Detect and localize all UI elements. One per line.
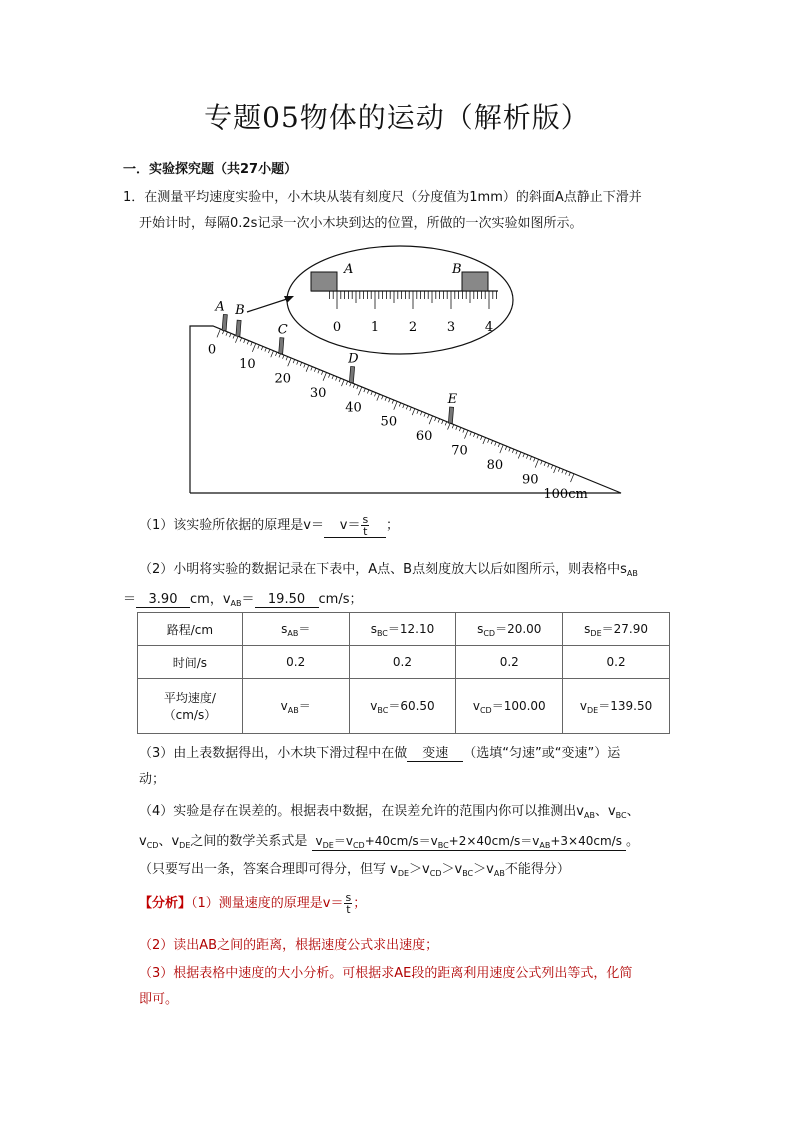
analysis-line-3: （3）根据表格中速度的大小分析。可根据求AE段的距离利用速度公式列出等式，化简	[139, 966, 633, 981]
fraction-s-over-t: $\frac{s}{t}$	[362, 513, 369, 538]
incline-tick	[417, 410, 419, 414]
part-3-line-1: （3）由上表数据得出，小木块下滑过程中在做 变速 （选填“匀速”或“变速”）运	[139, 742, 620, 762]
incline-tick	[385, 397, 387, 401]
incline-tick	[477, 435, 479, 439]
incline-tick	[271, 351, 274, 357]
incline-tick	[371, 391, 373, 395]
incline-tick	[247, 341, 249, 345]
incline-tick	[429, 416, 432, 424]
position-marker	[279, 338, 284, 354]
table-cell: 0.2	[563, 646, 670, 679]
incline-tick	[459, 427, 461, 431]
incline-tick	[244, 339, 246, 343]
incline-tick	[518, 452, 521, 458]
block-b-zoom	[462, 272, 488, 291]
analysis-line-1: 【分析】（1）测量速度的原理是v＝ $\frac{s}{t}$ ；	[139, 891, 367, 916]
incline-tick	[382, 396, 384, 400]
incline-tick	[314, 368, 316, 372]
table-row-label: 路程/cm	[138, 613, 243, 646]
incline-tick	[300, 362, 302, 366]
incline-tick	[473, 433, 475, 437]
zoom-label-a: A	[344, 262, 354, 277]
incline-tick	[339, 378, 341, 382]
incline-tick-label: 90	[521, 472, 539, 488]
answer-motion-type: 变速	[407, 742, 463, 762]
answer-relation: $v_{DE}=v_{CD}+40cm/s=v_{BC}+2\times 40cm/s=v_{AB}+3\times 40cm/s$	[312, 832, 626, 851]
incline-ruler-labels	[208, 342, 588, 502]
table-cell: $v_{BC}=60.50$	[349, 679, 456, 734]
analysis-line-2: （2）读出AB之间的距离，根据速度公式求出速度；	[139, 938, 439, 953]
incline-tick	[523, 453, 525, 457]
part-4-line-3: （只要写出一条，答案合理即可得分，但写 $v_{DE}>v_{CD}>v_{BC}>v_{AB}$不能得分）	[139, 862, 570, 878]
incline-tick	[412, 409, 415, 415]
incline-tick-label: 100cm	[543, 487, 588, 503]
incline-tick	[435, 417, 437, 421]
table-cell: 0.2	[349, 646, 456, 679]
table-cell: 0.2	[456, 646, 563, 679]
table-row-label: 时间/s	[138, 646, 243, 679]
incline-tick-label: 40	[345, 400, 362, 416]
table-cell: 0.2	[242, 646, 349, 679]
incline-tick	[488, 439, 490, 443]
incline-ruler-ticks	[217, 329, 574, 482]
incline-tick	[534, 458, 536, 462]
incline-tick	[226, 332, 228, 336]
incline-tick	[535, 459, 538, 467]
incline-tick	[406, 406, 408, 410]
incline-tick	[279, 354, 281, 358]
zoom-label-b: B	[452, 262, 462, 277]
incline-tick	[377, 394, 380, 400]
zoom-arrow-head	[284, 296, 294, 303]
incline-tick	[491, 440, 493, 444]
incline-tick	[498, 443, 500, 447]
incline-tick	[438, 419, 440, 423]
analysis-tag: 【分析】	[139, 896, 192, 911]
part-4-line-1: （4）实验是存在误差的。根据表中数据，在误差允许的范围内你可以推测出$v_{AB}$、$v_{BC}$、	[139, 804, 640, 820]
incline-tick	[551, 465, 553, 469]
zoom-tick-label: 3	[446, 320, 456, 335]
incline-tick	[293, 359, 295, 363]
incline-tick	[389, 398, 391, 402]
incline-tick	[311, 367, 313, 371]
incline-tick	[403, 404, 405, 408]
part-1: （1）该实验所依据的原理是v＝ v＝ $\frac{s}{t}$ ；	[139, 513, 399, 538]
incline-tick	[427, 414, 429, 418]
part-2-line-2: ＝ 3.90 cm，$v_{AB}= 19.50$ cm/s；	[123, 592, 363, 608]
incline-tick	[341, 380, 344, 386]
position-marker	[448, 407, 453, 423]
incline-tick	[483, 438, 486, 444]
incline-tick	[410, 407, 412, 411]
incline-tick	[420, 412, 422, 416]
table-row-label: 平均速度/ （cm/s）	[138, 679, 243, 734]
incline-tick	[217, 329, 220, 337]
table-cell: $s_{CD}=20.00$	[456, 613, 563, 646]
incline-tick	[516, 451, 518, 455]
table-cell: $v_{DE}=139.50$	[563, 679, 670, 734]
table-cell: $v_{AB}=$	[242, 679, 349, 734]
incline-tick	[265, 348, 267, 352]
incline-tick	[251, 342, 253, 346]
incline-tick	[336, 377, 338, 381]
incline-tick	[258, 345, 260, 349]
section-heading: 一．实验探究题（共27小题）	[123, 162, 298, 177]
incline-tick	[233, 335, 235, 339]
incline-tick	[283, 355, 285, 359]
incline-tick	[261, 346, 263, 350]
incline-tick	[364, 388, 366, 392]
incline-tick	[445, 422, 447, 426]
table-cell: $v_{CD}=100.00$	[456, 679, 563, 734]
table-cell: $s_{BC}=12.10$	[349, 613, 456, 646]
incline-tick	[495, 442, 497, 446]
incline-tick	[318, 370, 320, 374]
zoom-tick-label: 4	[484, 320, 494, 335]
part-3-line-2: 动；	[139, 772, 166, 787]
answer-sab: 3.90	[136, 592, 190, 608]
incline-tick	[374, 393, 376, 397]
incline-tick	[358, 387, 361, 395]
incline-tick	[544, 462, 546, 466]
incline-tick	[240, 338, 242, 342]
incline-triangle	[190, 326, 621, 493]
incline-tick	[367, 390, 369, 394]
incline-tick-label: 70	[451, 443, 468, 459]
incline-tick	[505, 446, 507, 450]
zoom-connector-line	[247, 298, 290, 312]
incline-tick	[275, 352, 277, 356]
incline-tick	[394, 401, 397, 409]
incline-tick	[321, 371, 323, 375]
incline-tick	[456, 426, 458, 430]
zoom-tick-label: 0	[332, 320, 342, 335]
incline-tick-label: 80	[486, 458, 504, 474]
incline-tick	[481, 436, 483, 440]
incline-tick	[346, 381, 348, 385]
incline-tick-label: 30	[309, 385, 327, 401]
incline-tick	[571, 474, 574, 482]
position-marker	[349, 367, 354, 383]
incline-tick	[328, 374, 330, 378]
incline-tick	[350, 383, 352, 387]
position-marker	[236, 320, 241, 336]
incline-tick	[558, 468, 560, 472]
table-row	[138, 679, 670, 734]
zoom-tick-label: 2	[408, 320, 418, 335]
table-row	[138, 646, 670, 679]
incline-tick	[297, 361, 299, 365]
part-4-line-2: $v_{CD}$、$v_{DE}$之间的数学关系式是 $v_{DE}=v_{CD}+40cm/s=v_{BC}+2\times 40cm/s=v_{AB}+3\times 40cm/s$ 。	[139, 834, 639, 850]
zoom-ruler-labels	[333, 320, 493, 335]
incline-tick	[541, 461, 543, 465]
part-2-line-1: （2）小明将实验的数据记录在下表中，A点、B点刻度放大以后如图所示，则表格中$s_{AB}$	[139, 562, 638, 578]
incline-tick	[286, 357, 288, 361]
incline-tick	[288, 358, 291, 366]
incline-tick-label: 0	[207, 342, 217, 358]
incline-tick	[252, 344, 255, 352]
incline-tick	[229, 333, 231, 337]
incline-tick-label: 60	[415, 429, 433, 445]
incline-tick	[442, 420, 444, 424]
position-marker-label: D	[348, 351, 359, 367]
incline-tick	[470, 432, 472, 436]
incline-tick	[424, 413, 426, 417]
position-marker	[222, 314, 227, 330]
question-1-line-2: 开始计时，每隔0.2s记录一次小木块到达的位置，所做的一次实验如图所示。	[139, 216, 583, 231]
incline-tick-label: 10	[239, 356, 256, 372]
incline-tick	[222, 330, 224, 334]
incline-tick-label: 20	[274, 371, 292, 387]
incline-tick	[509, 448, 511, 452]
incline-tick	[569, 472, 571, 476]
incline-tick	[562, 469, 564, 473]
incline-tick-label: 50	[380, 414, 398, 430]
incline-tick	[548, 464, 550, 468]
incline-tick	[323, 372, 326, 380]
incline-tick	[448, 423, 451, 429]
zoom-ruler-ticks	[329, 291, 496, 309]
incline-tick	[392, 400, 394, 404]
incline-tick	[554, 467, 557, 473]
incline-tick	[530, 456, 532, 460]
question-1-line-1: 1．在测量平均速度实验中，小木块从装有刻度尺（分度值为1mm）的斜面A点静止下滑并	[123, 190, 642, 205]
table-row	[138, 613, 670, 646]
answer-vab: 19.50	[255, 592, 319, 608]
table-cell: $s_{AB}=$	[242, 613, 349, 646]
incline-tick	[500, 445, 503, 453]
incline-tick	[357, 385, 359, 389]
analysis-line-4: 即可。	[139, 992, 179, 1007]
incline-tick	[332, 375, 334, 379]
page-title: 专题05物体的运动（解析版）	[204, 101, 590, 134]
incline-tick	[452, 425, 454, 429]
zoom-tick-label: 1	[370, 320, 380, 335]
incline-tick	[268, 349, 270, 353]
fraction-s-over-t: $\frac{s}{t}$	[345, 891, 352, 916]
incline-tick	[565, 471, 567, 475]
incline-tick	[306, 365, 309, 371]
block-a-zoom	[311, 272, 337, 291]
position-marker-label: C	[277, 322, 288, 338]
incline-tick	[399, 403, 401, 407]
position-marker-label: E	[447, 392, 458, 408]
position-marker-label: A	[215, 299, 225, 315]
zoom-ellipse	[287, 246, 513, 354]
incline-tick	[512, 449, 514, 453]
position-marker-label: B	[235, 303, 245, 319]
data-table	[137, 612, 670, 734]
incline-tick	[464, 430, 467, 438]
incline-tick	[304, 364, 306, 368]
incline-tick	[235, 336, 238, 342]
incline-tick	[353, 384, 355, 388]
incline-tick	[463, 429, 465, 433]
table-cell: $s_{DE}=27.90$	[563, 613, 670, 646]
incline-tick	[526, 455, 528, 459]
